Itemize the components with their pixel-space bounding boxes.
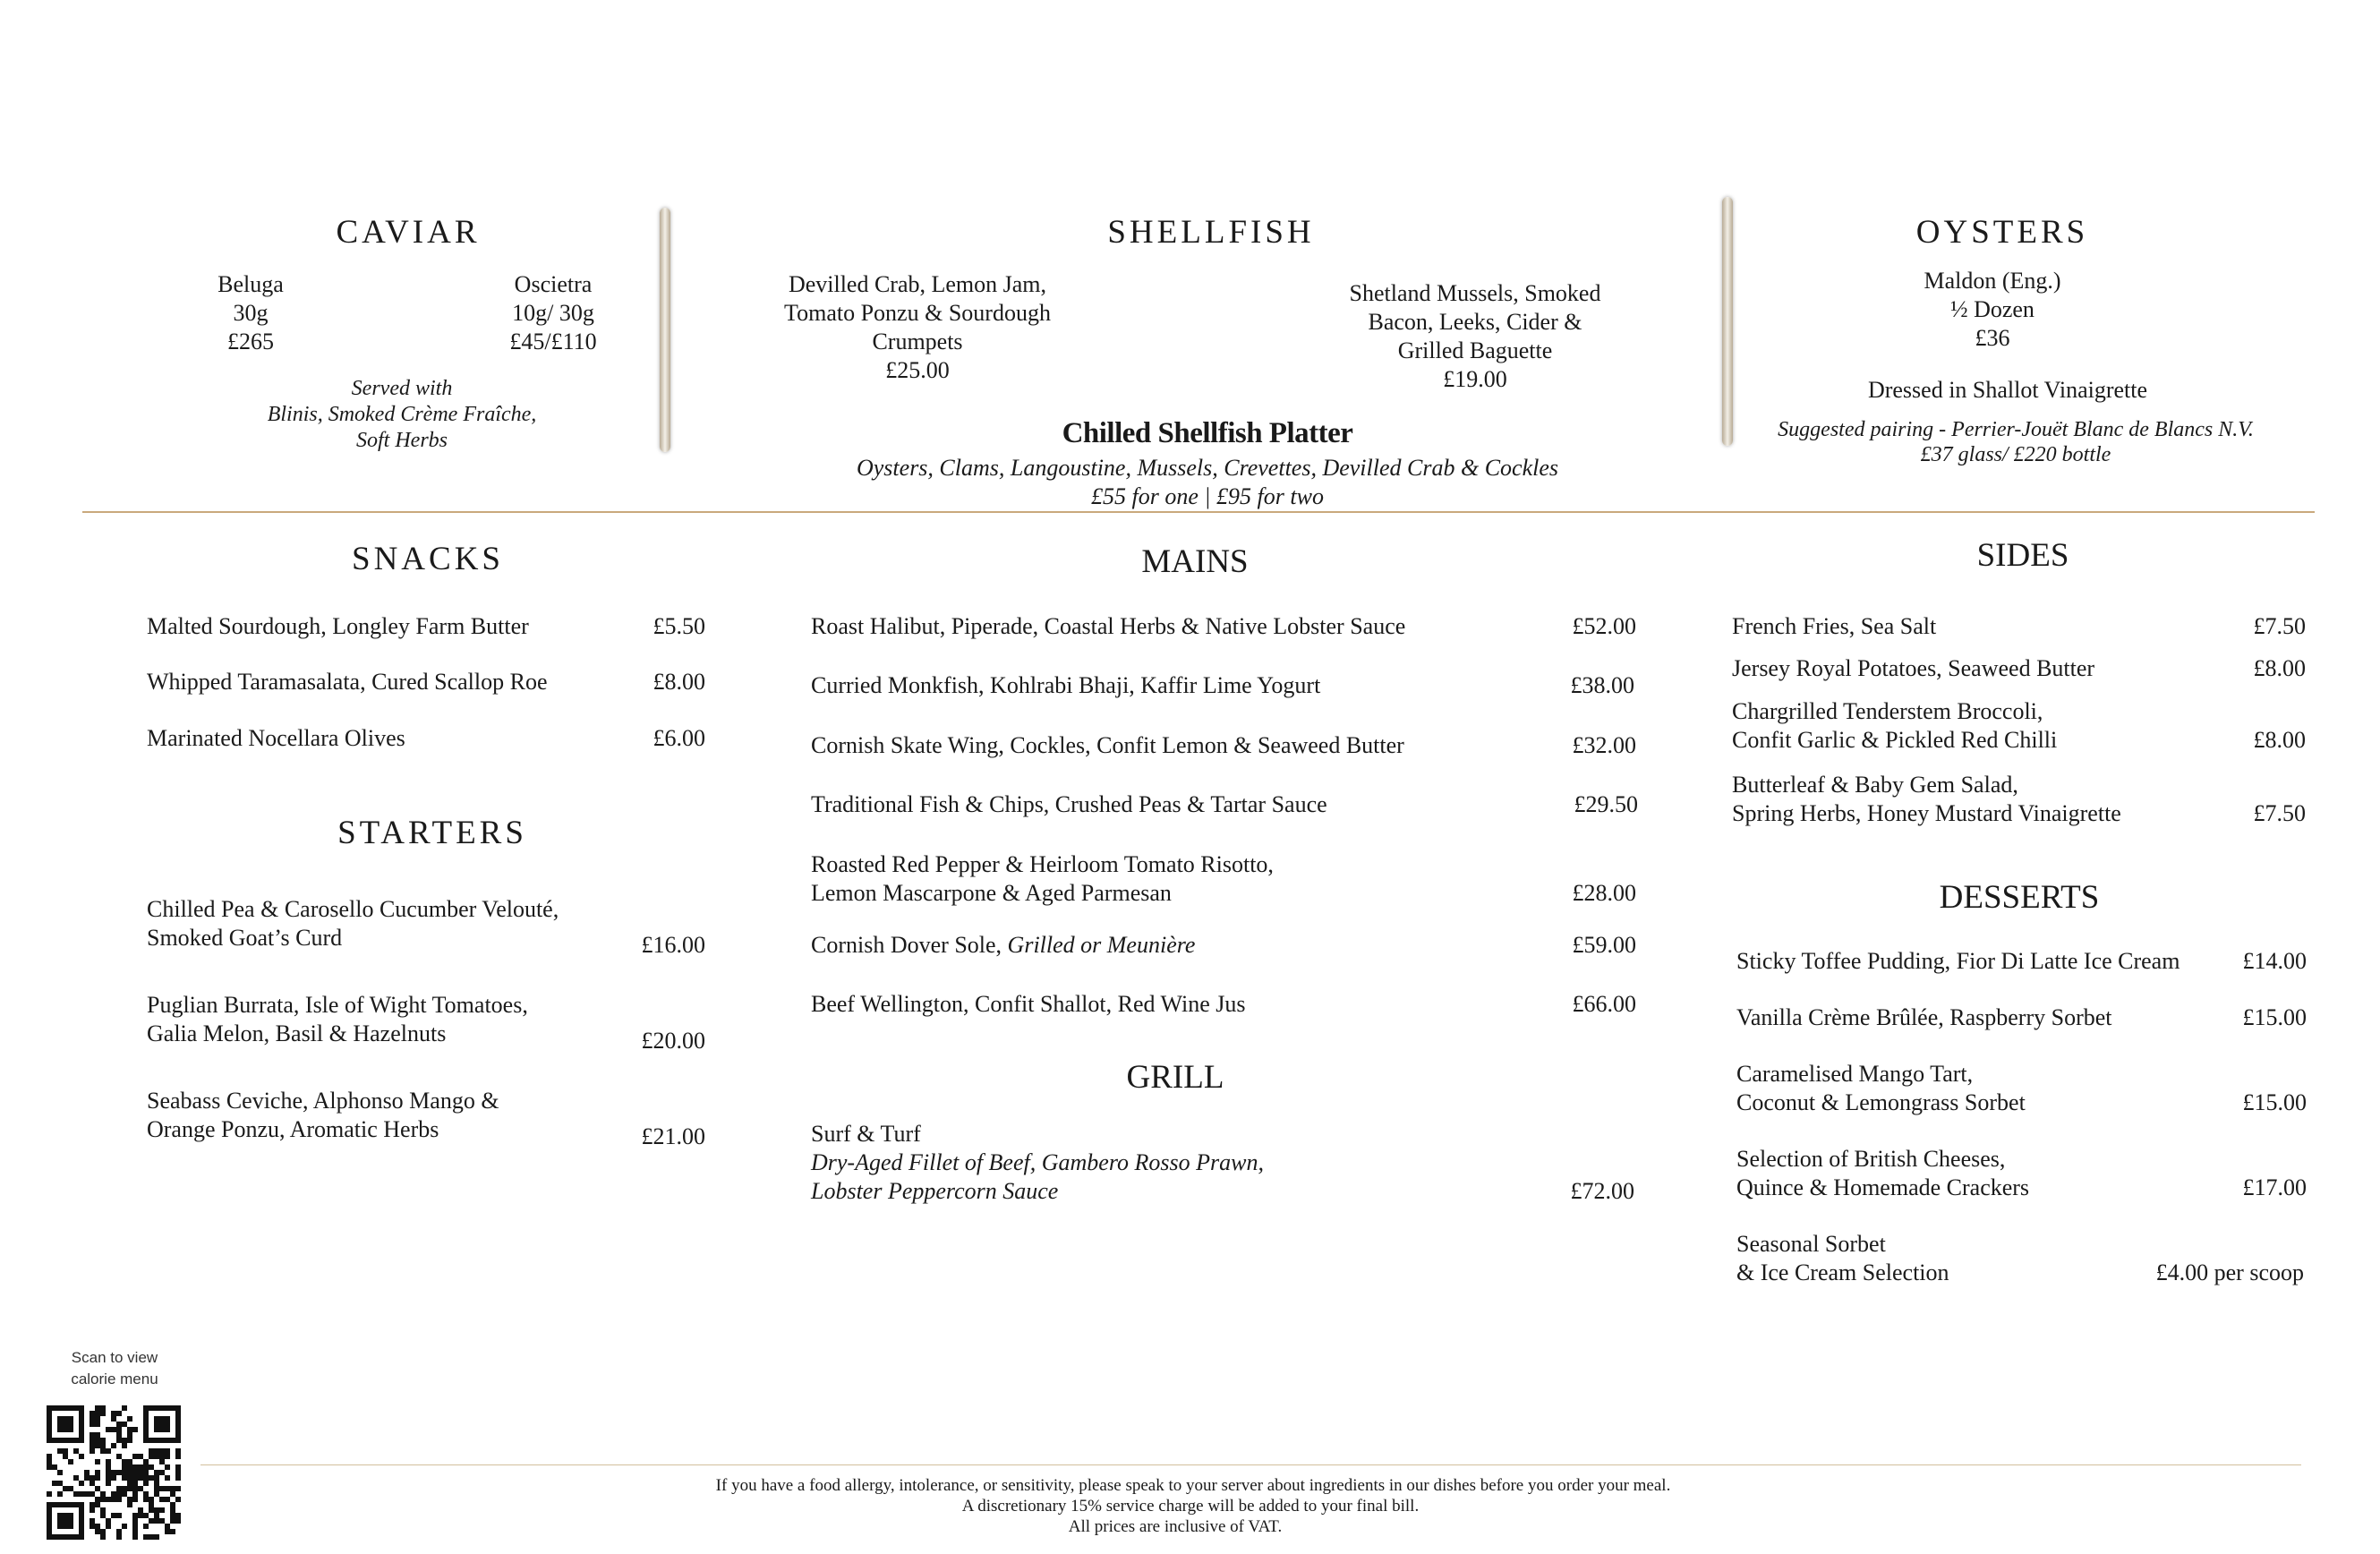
caviar-served-line: Soft Herbs [355, 429, 448, 452]
snacks-heading: SNACKS [352, 541, 504, 577]
list-item [1736, 1230, 2304, 1287]
grill-item-name [811, 1120, 1264, 1206]
shellfish-devilled-crab [784, 270, 1051, 385]
sides-item-line: Spring Herbs, Honey Mustard Vinaigrette [1732, 800, 2121, 826]
desserts-heading: DESSERTS [1939, 879, 2100, 916]
top-divider-line [82, 511, 2315, 513]
mains-item-price: £38.00 [1570, 672, 1634, 698]
sides-item-name [1732, 771, 2121, 828]
mains-heading: MAINS [1141, 543, 1249, 580]
mains-item-name: Cornish Skate Wing, Cockles, Confit Lemon & Seaweed Butter [811, 732, 1404, 758]
desserts-item-price: £14.00 [2242, 948, 2307, 974]
shellfish-mussels [1350, 279, 1601, 394]
shellfish-mussels-line: Grilled Baguette [1397, 337, 1553, 363]
mains-item-price: £66.00 [1572, 991, 1636, 1017]
mains-item-price: £52.00 [1572, 613, 1636, 639]
grill-item-title: Surf & Turf [811, 1121, 921, 1147]
mains-item-name: Beef Wellington, Confit Shallot, Red Wine Jus [811, 991, 1246, 1017]
caviar-oscietra-name: Oscietra [514, 271, 593, 297]
qr-label-line: Scan to view [71, 1349, 158, 1366]
starters-item-line: Chilled Pea & Carosello Cucumber Velouté, [147, 896, 559, 922]
mains-sole-name: Cornish Dover Sole, [811, 932, 1008, 958]
list-item [1732, 771, 2306, 828]
oysters-quantity: ½ Dozen [1950, 296, 2035, 322]
sides-item-name: French Fries, Sea Salt [1732, 613, 1937, 639]
mains-item-name [811, 850, 1274, 908]
footer-divider-line [200, 1464, 2301, 1465]
list-item [811, 790, 1638, 819]
desserts-item-line: & Ice Cream Selection [1736, 1259, 1949, 1285]
shellfish-crab-line: Crumpets [872, 329, 963, 354]
list-item [1732, 612, 2306, 641]
shellfish-crab-line: Devilled Crab, Lemon Jam, [788, 271, 1047, 297]
mains-item-name: Roast Halibut, Piperade, Coastal Herbs & Native Lobster Sauce [811, 613, 1406, 639]
list-item [147, 895, 705, 960]
desserts-item-price: £15.00 [2242, 1004, 2307, 1030]
desserts-item-line: Quince & Homemade Crackers [1736, 1174, 2030, 1200]
desserts-item-price: £4.00 per scoop [2155, 1259, 2304, 1285]
qr-label [43, 1347, 186, 1390]
starters-item-name [147, 895, 559, 952]
mains-item-line: Roasted Red Pepper & Heirloom Tomato Risotto, [811, 851, 1274, 877]
shellfish-crab-line: Tomato Ponzu & Sourdough [784, 300, 1051, 326]
starters-item-line: Galia Melon, Basil & Hazelnuts [147, 1020, 447, 1046]
desserts-item-line: Coconut & Lemongrass Sorbet [1736, 1089, 2026, 1115]
list-item [811, 612, 1636, 641]
footer-service-charge: A discretionary 15% service charge will be added to your final bill. [961, 1497, 1420, 1516]
starters-item-line: Puglian Burrata, Isle of Wight Tomatoes, [147, 992, 528, 1018]
list-item [1736, 1060, 2307, 1117]
oysters-name: Maldon (Eng.) [1924, 268, 2061, 294]
snacks-item-name: Marinated Nocellara Olives [147, 725, 405, 751]
caviar-heading: CAVIAR [336, 214, 481, 251]
list-item [811, 731, 1636, 760]
footer-allergy-note: If you have a food allergy, intolerance, or sensitivity, please speak to your server about ingredients in our dishes before you order your meal. [715, 1476, 1671, 1495]
mains-item-price: £32.00 [1572, 732, 1636, 758]
footer-vat-note: All prices are inclusive of VAT. [1068, 1517, 1283, 1536]
list-item [147, 1087, 705, 1151]
oysters-pairing: Suggested pairing - Perrier-Jouët Blanc de Blancs N.V. [1778, 418, 2254, 441]
caviar-served-line: Served with [351, 377, 453, 400]
grill-item-description: Lobster Peppercorn Sauce [811, 1178, 1059, 1204]
caviar-beluga-name: Beluga [218, 271, 284, 297]
mains-item-price: £59.00 [1572, 932, 1636, 958]
sides-item-line: Chargrilled Tenderstem Broccoli, [1732, 698, 2043, 724]
sides-item-name [1732, 697, 2057, 755]
desserts-item-line: Selection of British Cheeses, [1736, 1146, 2006, 1172]
desserts-item-name: Sticky Toffee Pudding, Fior Di Latte Ice Cream [1736, 948, 2180, 974]
shellfish-mussels-line: Shetland Mussels, Smoked [1349, 280, 1601, 306]
qr-code-icon[interactable] [47, 1405, 181, 1540]
caviar-beluga [218, 270, 284, 356]
shellfish-crab-price: £25.00 [885, 357, 950, 383]
oysters-item [1924, 267, 2060, 353]
starters-item-line: Orange Ponzu, Aromatic Herbs [147, 1116, 439, 1142]
mains-item-name: Traditional Fish & Chips, Crushed Peas & Tartar Sauce [811, 791, 1327, 817]
caviar-oscietra-price: £45/£110 [509, 329, 597, 354]
list-item [147, 991, 705, 1055]
desserts-item-line: Seasonal Sorbet [1736, 1231, 1886, 1257]
caviar-served-with [268, 376, 537, 454]
desserts-item-price: £17.00 [2242, 1174, 2307, 1200]
mains-item-price: £28.00 [1572, 880, 1636, 906]
starters-item-name [147, 1087, 499, 1144]
starters-item-line: Smoked Goat’s Curd [147, 925, 343, 951]
sides-item-price: £8.00 [2253, 727, 2306, 753]
mains-item-line: Lemon Mascarpone & Aged Parmesan [811, 880, 1172, 906]
list-item [147, 612, 705, 641]
snacks-item-price: £6.00 [653, 725, 705, 751]
starters-heading: STARTERS [337, 815, 527, 851]
mains-item-price: £29.50 [1574, 791, 1638, 817]
sides-item-line: Butterleaf & Baby Gem Salad, [1732, 772, 2018, 798]
snacks-item-name: Malted Sourdough, Longley Farm Butter [147, 613, 529, 639]
caviar-beluga-size: 30g [233, 300, 269, 326]
list-item [147, 724, 705, 753]
shellfish-mussels-price: £19.00 [1443, 366, 1507, 392]
starters-item-price: £21.00 [641, 1123, 705, 1149]
mains-item-name: Curried Monkfish, Kohlrabi Bhaji, Kaffir Lime Yogurt [811, 672, 1321, 698]
desserts-item-name [1736, 1060, 2026, 1117]
platter-title: Chilled Shellfish Platter [1062, 417, 1353, 449]
starters-item-line: Seabass Ceviche, Alphonso Mango & [147, 1088, 499, 1114]
grill-item-price: £72.00 [1570, 1178, 1634, 1204]
snacks-item-price: £5.50 [653, 613, 705, 639]
caviar-served-line: Blinis, Smoked Crème Fraîche, [267, 403, 537, 426]
platter-price: £55 for one | £95 for two [1091, 483, 1324, 509]
list-item [1736, 1145, 2307, 1202]
mains-sole-detail: Grilled or Meunière [1007, 932, 1196, 958]
desserts-item-name: Vanilla Crème Brûlée, Raspberry Sorbet [1736, 1004, 2112, 1030]
shellfish-heading: SHELLFISH [1107, 214, 1315, 251]
sides-item-price: £7.50 [2253, 613, 2306, 639]
mains-item-name [811, 931, 1195, 960]
caviar-oscietra [509, 270, 596, 356]
sides-item-line: Confit Garlic & Pickled Red Chilli [1732, 727, 2058, 753]
desserts-item-name [1736, 1230, 1949, 1287]
oysters-pairing-price: £37 glass/ £220 bottle [1920, 443, 2111, 466]
list-item [1732, 654, 2306, 683]
list-item [811, 990, 1636, 1019]
sides-item-name: Jersey Royal Potatoes, Seaweed Butter [1732, 655, 2095, 681]
platter-description: Oysters, Clams, Langoustine, Mussels, Crevettes, Devilled Crab & Cockles [856, 455, 1559, 481]
list-item [811, 931, 1636, 960]
list-item [147, 668, 705, 696]
desserts-item-price: £15.00 [2242, 1089, 2307, 1115]
sides-heading: SIDES [1976, 537, 2069, 574]
starters-item-price: £16.00 [641, 932, 705, 958]
sides-item-price: £8.00 [2253, 655, 2306, 681]
shellfish-mussels-line: Bacon, Leeks, Cider & [1368, 309, 1582, 335]
list-item [1736, 947, 2307, 976]
starters-item-name [147, 991, 528, 1048]
desserts-item-line: Caramelised Mango Tart, [1736, 1061, 1974, 1087]
sides-item-price: £7.50 [2253, 800, 2306, 826]
qr-label-line: calorie menu [71, 1370, 158, 1388]
starters-item-price: £20.00 [641, 1028, 705, 1054]
list-item [1732, 697, 2306, 755]
caviar-oscietra-size: 10g/ 30g [512, 300, 594, 326]
oysters-heading: OYSTERS [1915, 214, 2089, 251]
oysters-price: £36 [1975, 325, 2010, 351]
snacks-item-name: Whipped Taramasalata, Cured Scallop Roe [147, 669, 548, 695]
column-divider-right [1722, 197, 1733, 446]
list-item [811, 850, 1636, 908]
grill-heading: GRILL [1126, 1059, 1224, 1096]
grill-item-description: Dry-Aged Fillet of Beef, Gambero Rosso Prawn, [811, 1149, 1264, 1175]
oysters-dressing: Dressed in Shallot Vinaigrette [1867, 377, 2148, 403]
list-item [811, 671, 1634, 700]
list-item [1736, 1003, 2307, 1032]
list-item [811, 1120, 1634, 1206]
caviar-beluga-price: £265 [227, 329, 274, 354]
snacks-item-price: £8.00 [653, 669, 705, 695]
desserts-item-name [1736, 1145, 2029, 1202]
column-divider-left [660, 208, 670, 452]
